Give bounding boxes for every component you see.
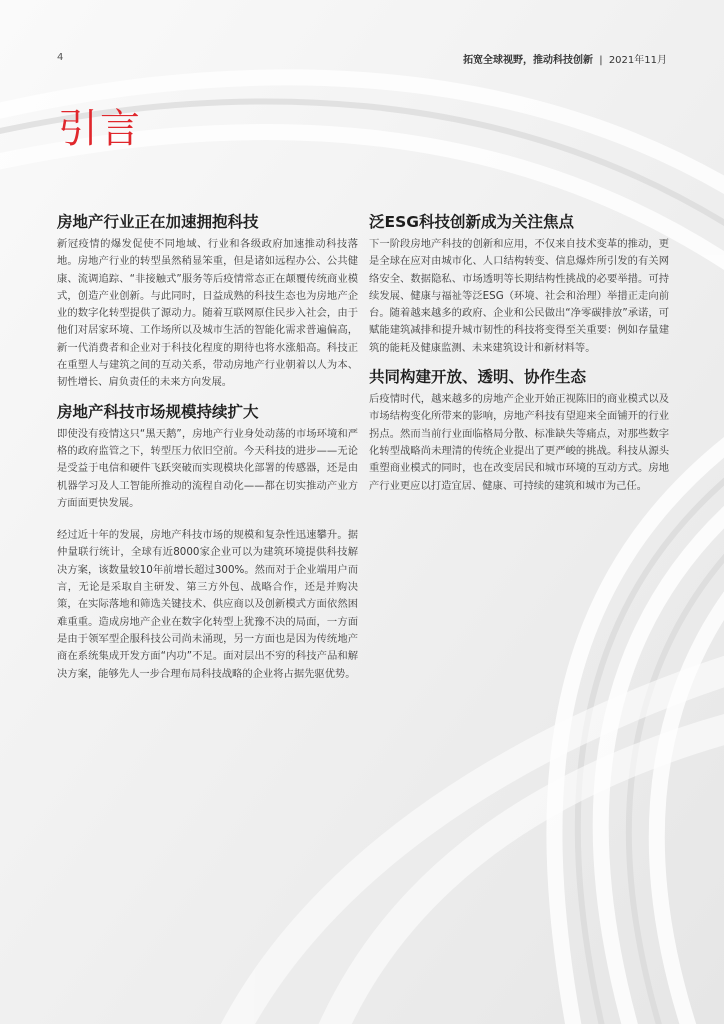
section-heading: 房地产行业正在加速拥抱科技 (57, 213, 259, 231)
section-heading: 泛ESG科技创新成为关注焦点 (369, 213, 574, 231)
section-paragraph: 下一阶段房地产科技的创新和应用，不仅来自技术变革的推动，更是全球在应对由城市化、人口结构转变、信息爆炸所引发的有关网络安全、数据隐私、市场透明等长期结构性挑战的必要举措。可持续发展、健康与福祉等泛ESG（环境、社会和治理）举措正走向前台。随着越来越多的政府、企业和公民做出“净零碳排放”承诺，可赋能建筑减排和提升城市韧性的科技将变得至关重要：例如存量建筑的能耗及健康监测、未来建筑设计和新材料等。 (369, 238, 669, 354)
section-heading: 房地产科技市场规模持续扩大 (57, 402, 259, 421)
right-column (369, 212, 669, 495)
section-paragraph: 即使没有疫情这只“黑天鹅”，房地产行业身处动荡的市场环境和严格的政府监管之下，转型压力依旧空前。今天科技的进步——无论是受益于电信和硬件飞跃突破而实现模块化部署的传感器，还是由机器学习及人工智能所推动的流程自动化——都在切实推动产业方方面面更快发展。 (57, 427, 358, 509)
header-date: 2021年11月 (608, 55, 667, 66)
left-column (57, 212, 358, 683)
section-paragraph: 新冠疫情的爆发促使不同地域、行业和各级政府加速推动科技落地。房地产行业的转型虽然稍显笨重，但是诸如远程办公、公共健康、流调追踪、“非接触式”服务等后疫情常态正在颠覆传统商业模式，创造产业创新。与此同时，日益成熟的科技生态也为房地产企业的数字化转型提供了源动力。随着互联网原住民步入社会，由于他们对居家环境、工作场所以及城市生活的智能化需求普遍偏高，新一代消费者和企业对于科技化程度的期待也将水涨船高。科技正在重塑人与建筑之间的互动关系，带动房地产行业朝着以人为本、韧性增长、肩负责任的未来方向发展。 (57, 238, 358, 389)
header-info (463, 51, 667, 66)
section-paragraph: 经过近十年的发展，房地产科技市场的规模和复杂性迅速攀升。据仲量联行统计，全球有近8000家企业可以为建筑环境提供科技解决方案，该数量较10年前增长超过300%。然而对于企业端用户而言，无论是采取自主研发、第三方外包、战略合作，还是并购决策，在实际落地和筛选关键技术、供应商以及创新模式方面依然困难重重。造成房地产企业在数字化转型上犹豫不决的局面，一方面是由于领军型企服科技公司尚未涌现，另一方面也是因为传统地产商在系统集成开发方面“内功”不足。面对层出不穷的科技产品和解决方案，能够先人一步合理布局科技战略的企业将占据先驱优势。 (57, 529, 358, 680)
section-heading: 共同构建开放、透明、协作生态 (369, 368, 587, 387)
header-slogan: 拓宽全球视野，推动科技创新 (463, 55, 594, 66)
header-separator: | (599, 55, 603, 66)
page-number: 4 (57, 52, 64, 63)
page-title: 引言 (58, 106, 142, 152)
section-paragraph: 后疫情时代，越来越多的房地产企业开始正视陈旧的商业模式以及市场结构变化所带来的影响，房地产科技有望迎来全面铺开的行业拐点。然而当前行业面临格局分散、标准缺失等痛点，对那些数字化转型战略尚未理清的传统企业提出了更严峻的挑战。科技从源头重塑商业模式的同时，也在改变居民和城市环境的互动方式。房地产行业更应以打造宜居、健康、可持续的建筑和城市为己任。 (369, 393, 669, 492)
